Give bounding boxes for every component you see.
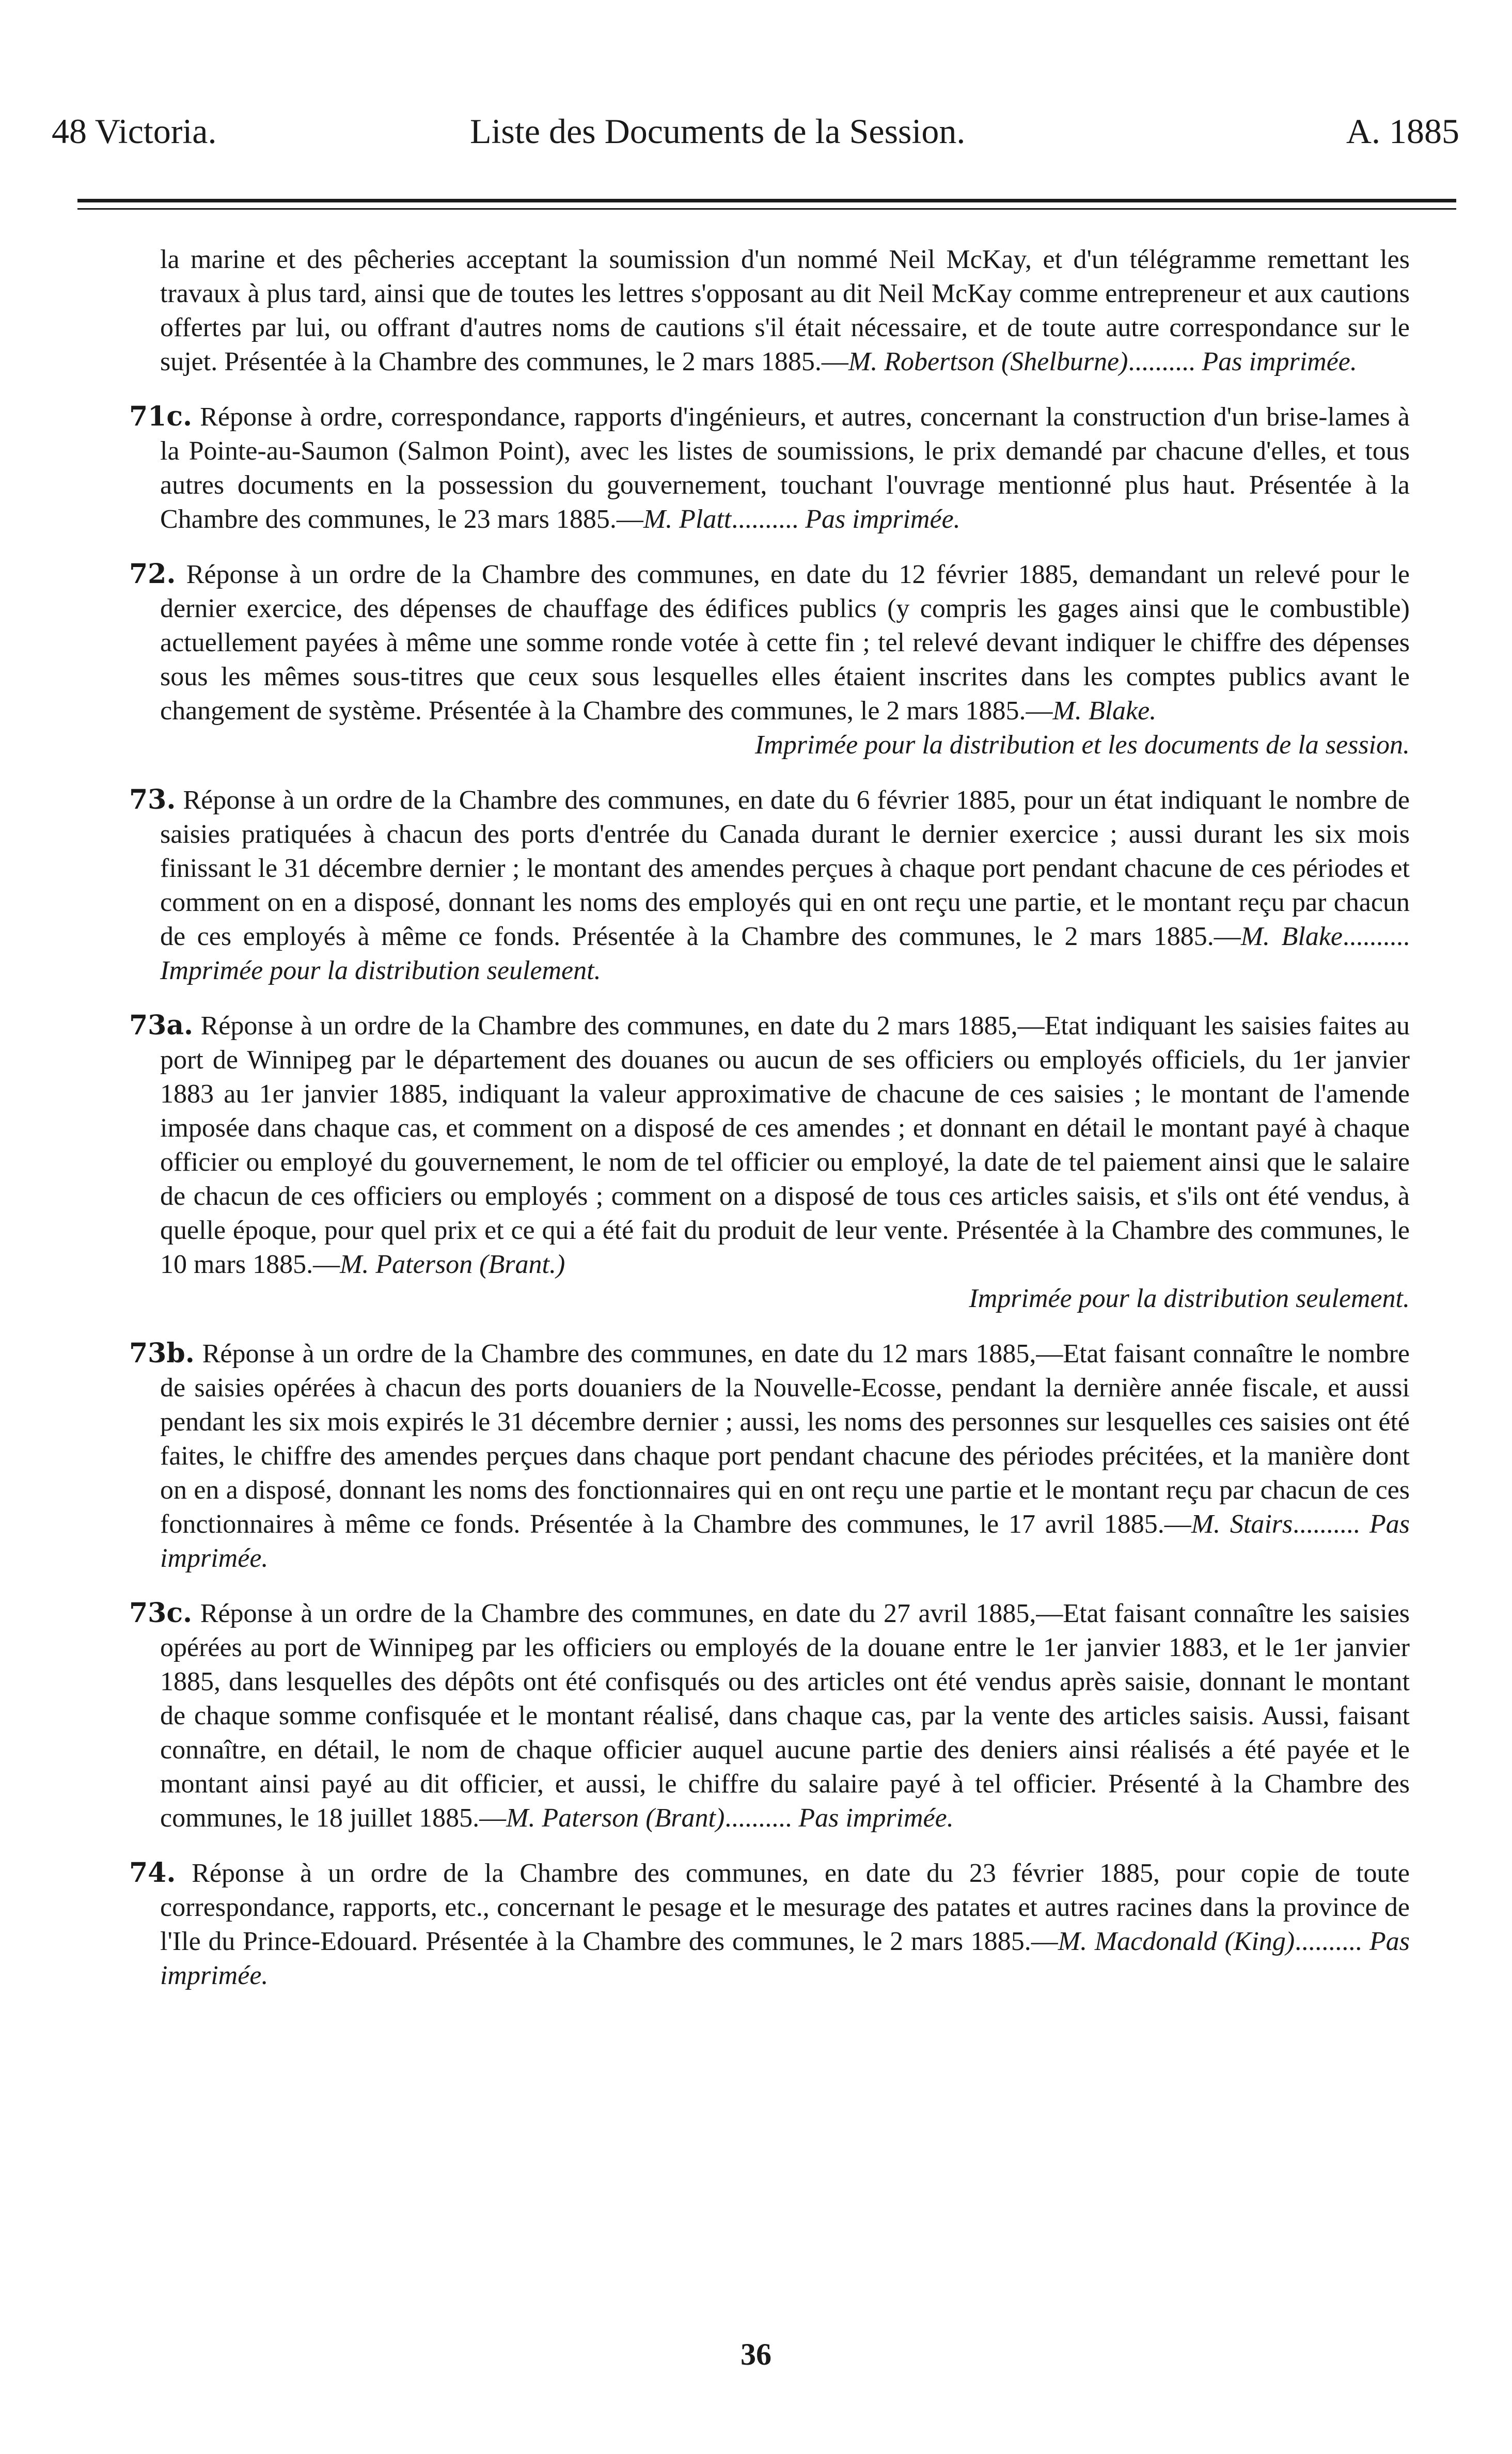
- document-list: [129, 243, 1410, 2013]
- entry-status: Pas imprimée.: [160, 1927, 1410, 1990]
- entry-mover: M. Robertson (Shelburne): [848, 347, 1128, 376]
- list-entry: [129, 400, 1410, 537]
- header-rule: [77, 199, 1456, 202]
- header-title: Liste des Documents de la Session.: [470, 112, 966, 151]
- entry-text: Réponse à un ordre de la Chambre des communes, en date du 2 mars 1885,—Etat indiquant les saisies faites au port de Winnipeg par le département des douanes ou aucun de ses officiers ou employés officiels, du 1er janvier 1883 au 1er janvier 1885, indiquant la valeur approximative de chacune de ces saisies ; le montant de l'amende imposée dans chaque cas, et comment on a disposé de ces amendes ; et donnant en détail le montant payé à chaque officier ou employé du gouvernement, le nom de tel officier ou employé, la date de tel paiement ainsi que le salaire de chacun de ces officiers ou employés ; comment on a disposé de tous ces articles saisis, et s'ils ont été vendus, à quelle époque, pour quel prix et ce qui a été fait du produit de leur vente. Présentée à la Chambre des communes, le 10 mars 1885.—: [160, 1011, 1410, 1279]
- entry-text: Réponse à ordre, correspondance, rapports d'ingénieurs, et autres, concernant la construction d'un brise-lames à la Pointe-au-Saumon (Salmon Point), avec les listes de soumissions, le prix demandé par chacune d'elles, et tous autres documents en la possession du gouvernement, touchant l'ouvrage mentionné plus haut. Présentée à la Chambre des communes, le 23 mars 1885.—: [160, 402, 1410, 534]
- entry-mover: M. Paterson (Brant): [506, 1803, 725, 1833]
- entry-paragraph: 73. Réponse à un ordre de la Chambre des communes, en date du 6 février 1885, pour un état indiquant le nombre de saisies pratiquées à chacun des ports d'entrée du Canada durant le dernier exercice ; aussi durant les six mois finissant le 31 décembre dernier ; le montant des amendes perçues à chaque port pendant chacune de ces périodes et comment on en a disposé, donnant les noms des employés qui en ont reçu une partie, et le montant reçu par chacun de ces employés à même ce fonds. Présentée à la Chambre des communes, le 2 mars 1885.—M. Blake.......... Imprimée pour la distribution seulement.: [129, 784, 1410, 985]
- entry-number: 74.: [129, 1857, 176, 1889]
- list-entry: [129, 557, 1410, 762]
- entry-number: 73.: [129, 784, 176, 815]
- entry-status: Imprimée pour la distribution seulement.: [969, 1284, 1410, 1313]
- entry-status: Pas imprimée.: [1202, 347, 1357, 376]
- header-rule-thin: [77, 208, 1456, 210]
- list-entry: [129, 1856, 1410, 1993]
- entry-paragraph: 71c. Réponse à ordre, correspondance, rapports d'ingénieurs, et autres, concernant la construction d'un brise-lames à la Pointe-au-Saumon (Salmon Point), avec les listes de soumissions, le prix demandé par chacune d'elles, et tous autres documents en la possession du gouvernement, touchant l'ouvrage mentionné plus haut. Présentée à la Chambre des communes, le 23 mars 1885.—M. Platt.......... Pas imprimée.: [129, 401, 1410, 534]
- list-entry: [129, 1009, 1410, 1316]
- entry-mover: M. Stairs: [1191, 1509, 1293, 1539]
- entry-text: Réponse à un ordre de la Chambre des communes, en date du 12 mars 1885,—Etat faisant connaître le nombre de saisies opérées à chacun des ports douaniers de la Nouvelle-Ecosse, pendant la dernière année fiscale, et aussi pendant les six mois expirés le 31 décembre dernier ; aussi, les noms des personnes sur lesquelles ces saisies ont été faites, le chiffre des amendes perçues dans chaque port pendant chacune des périodes précitées, et la manière dont on en a disposé, donnant les noms des fonctionnaires qui en ont reçu une partie et le montant reçu par chacun de ces fonctionnaires à même ce fonds. Présentée à la Chambre des communes, le 17 avril 1885.—: [160, 1339, 1410, 1539]
- entry-status: Pas imprimée.: [805, 505, 960, 534]
- entry-status: Imprimée pour la distribution et les documents de la session.: [754, 730, 1410, 760]
- entry-status: Imprimée pour la distribution seulement.: [160, 956, 601, 985]
- entry-status: Pas imprimée.: [798, 1803, 954, 1833]
- entry-text: la marine et des pêcheries acceptant la soumission d'un nommé Neil McKay, et d'un télégramme remettant les travaux à plus tard, ainsi que de toutes les lettres s'opposant au dit Neil McKay comme entrepreneur et aux cautions offertes par lui, ou offrant d'autres noms de cautions s'il était nécessaire, et de toute autre correspondance sur le sujet. Présentée à la Chambre des communes, le 2 mars 1885.—: [160, 245, 1410, 376]
- entry-paragraph: 73b. Réponse à un ordre de la Chambre des communes, en date du 12 mars 1885,—Etat faisant connaître le nombre de saisies opérées à chacun des ports douaniers de la Nouvelle-Ecosse, pendant la dernière année fiscale, et aussi pendant les six mois expirés le 31 décembre dernier ; aussi, les noms des personnes sur lesquelles ces saisies ont été faites, le chiffre des amendes perçues dans chaque port pendant chacune des périodes précitées, et la manière dont on en a disposé, donnant les noms des fonctionnaires qui en ont reçu une partie et le montant reçu par chacun de ces fonctionnaires à même ce fonds. Présentée à la Chambre des communes, le 17 avril 1885.—M. Stairs.......... Pas imprimée.: [129, 1338, 1410, 1573]
- header-year: A. 1885: [1346, 112, 1459, 151]
- entry-paragraph: 73c. Réponse à un ordre de la Chambre des communes, en date du 27 avril 1885,—Etat faisant connaître les saisies opérées au port de Winnipeg par les officiers ou employés de la douane entre le 1er janvier 1883, et le 1er janvier 1885, dans lesquelles des dépôts ont été confisqués ou des articles ont été vendus après saisie, donnant le montant de chaque somme confisquée et le montant réalisé, dans chaque cas, par la vente des articles saisis. Aussi, faisant connaître, en détail, le nom de chaque officier auquel aucune partie des deniers ainsi réalisés a été payée et le montant ainsi payé au dit officier, et aussi, le chiffre du salaire payé à tel officier. Présenté à la Chambre des communes, le 18 juillet 1885.—M. Paterson (Brant).......... Pas imprimée.: [129, 1597, 1410, 1833]
- entry-mover: M. Macdonald (King): [1058, 1927, 1295, 1956]
- entry-number: 72.: [129, 558, 176, 590]
- entry-mover: M. Blake: [1240, 922, 1343, 951]
- list-entry: [129, 1596, 1410, 1835]
- entry-text: Réponse à un ordre de la Chambre des communes, en date du 23 février 1885, pour copie de toute correspondance, rapports, etc., concernant le pesage et le mesurage des patates et autres racines dans la province de l'Ile du Prince-Edouard. Présentée à la Chambre des communes, le 2 mars 1885.—: [160, 1859, 1410, 1956]
- entry-text: Réponse à un ordre de la Chambre des communes, en date du 27 avril 1885,—Etat faisant connaître les saisies opérées au port de Winnipeg par les officiers ou employés de la douane entre le 1er janvier 1883, et le 1er janvier 1885, dans lesquelles des dépôts ont été confisqués ou des articles ont été vendus après saisie, donnant le montant de chaque somme confisquée et le montant réalisé, dans chaque cas, par la vente des articles saisis. Aussi, faisant connaître, en détail, le nom de chaque officier auquel aucune partie des deniers ainsi réalisés a été payée et le montant ainsi payé au dit officier, et aussi, le chiffre du salaire payé à tel officier. Présenté à la Chambre des communes, le 18 juillet 1885.—: [160, 1599, 1410, 1833]
- entry-number: 73c.: [129, 1597, 193, 1629]
- entry-number: 73a.: [129, 1010, 194, 1041]
- entry-paragraph: [129, 557, 1410, 728]
- entry-paragraph: [129, 1009, 1410, 1282]
- entry-status: Pas imprimée.: [160, 1509, 1410, 1573]
- entry-paragraph: la marine et des pêcheries acceptant la soumission d'un nommé Neil McKay, et d'un télégramme remettant les travaux à plus tard, ainsi que de toutes les lettres s'opposant au dit Neil McKay comme entrepreneur et aux cautions offertes par lui, ou offrant d'autres noms de cautions s'il était nécessaire, et de toute autre correspondance sur le sujet. Présentée à la Chambre des communes, le 2 mars 1885.—M. Robertson (Shelburne).......... Pas imprimée.: [160, 245, 1410, 376]
- entry-mover: M. Paterson (Brant.): [340, 1250, 565, 1279]
- entry-paragraph: 74. Réponse à un ordre de la Chambre des communes, en date du 23 février 1885, pour copie de toute correspondance, rapports, etc., concernant le pesage et le mesurage des patates et autres racines dans la province de l'Ile du Prince-Edouard. Présentée à la Chambre des communes, le 2 mars 1885.—M. Macdonald (King).......... Pas imprimée.: [129, 1857, 1410, 1990]
- running-header: [46, 111, 1466, 158]
- list-entry: [129, 1336, 1410, 1576]
- list-entry-continued: [129, 243, 1410, 379]
- entry-text: Réponse à un ordre de la Chambre des communes, en date du 12 février 1885, demandant un relevé pour le dernier exercice, des dépenses de chauffage des édifices publics (y compris les gages ainsi que le combustible) actuellement payées à même une somme ronde votée à cette fin ; tel relevé devant indiquer le chiffre des dépenses sous les mêmes sous-titres que ceux sous lesquelles elles étaient inscrites dans les comptes publics avant le changement de système. Présentée à la Chambre des communes, le 2 mars 1885.—: [160, 560, 1410, 726]
- entry-mover: M. Platt: [643, 505, 732, 534]
- entry-mover: M. Blake.: [1052, 696, 1157, 726]
- header-volume: 48 Victoria.: [52, 112, 217, 151]
- page-number: 36: [741, 2337, 771, 2371]
- entry-number: 71c.: [129, 401, 193, 432]
- list-entry: [129, 783, 1410, 988]
- entry-number: 73b.: [129, 1338, 195, 1369]
- entry-text: Réponse à un ordre de la Chambre des communes, en date du 6 février 1885, pour un état indiquant le nombre de saisies pratiquées à chacun des ports d'entrée du Canada durant le dernier exercice ; aussi durant les six mois finissant le 31 décembre dernier ; le montant des amendes perçues à chaque port pendant chacune de ces périodes et comment on en a disposé, donnant les noms des employés qui en ont reçu une partie, et le montant reçu par chacun de ces employés à même ce fonds. Présentée à la Chambre des communes, le 2 mars 1885.—: [160, 785, 1410, 951]
